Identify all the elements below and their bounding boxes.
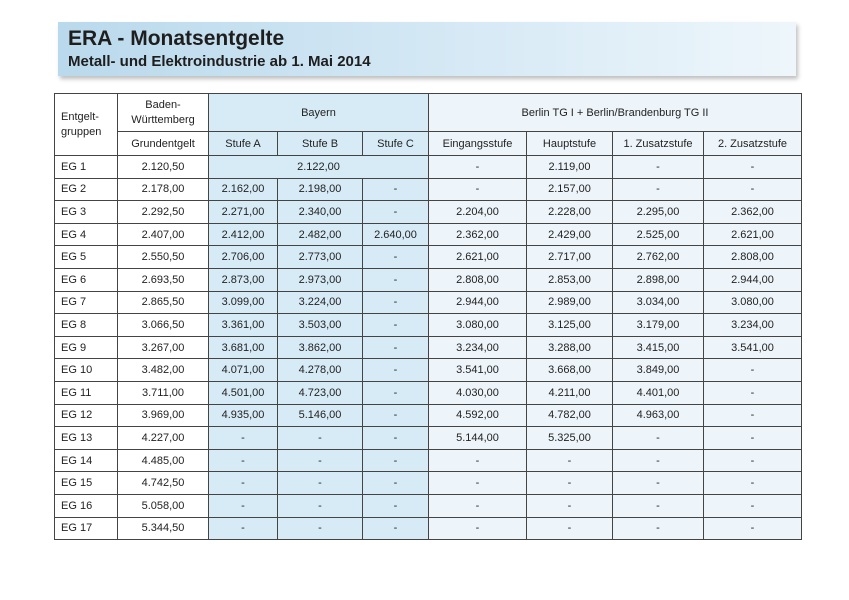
cell-berlin-2-zusatzstufe: 3.541,00 (704, 336, 802, 359)
cell-bayern-stufe-c: - (363, 494, 429, 517)
cell-berlin-1-zusatzstufe: 4.963,00 (613, 404, 704, 427)
table-row (55, 178, 802, 201)
cell-bayern-stufe-c: - (363, 427, 429, 450)
header-entgeltgruppen: Entgelt- gruppen (55, 94, 118, 156)
page-title: ERA - Monatsentgelte (68, 27, 285, 50)
subheader-grundentgelt: Grundentgelt (118, 132, 209, 156)
cell-berlin-1-zusatzstufe: 3.179,00 (613, 314, 704, 337)
cell-group: EG 3 (55, 201, 118, 224)
cell-bayern-stufe-a: - (209, 517, 278, 540)
cell-group: EG 16 (55, 494, 118, 517)
cell-bayern-stufe-b: 3.224,00 (278, 291, 363, 314)
cell-berlin-2-zusatzstufe: - (704, 178, 802, 201)
cell-berlin-hauptstufe: 5.325,00 (527, 427, 613, 450)
cell-berlin-1-zusatzstufe: 2.898,00 (613, 268, 704, 291)
cell-group: EG 7 (55, 291, 118, 314)
cell-berlin-1-zusatzstufe: 3.034,00 (613, 291, 704, 314)
cell-bayern-stufe-b: 3.503,00 (278, 314, 363, 337)
cell-berlin-eingangsstufe: - (429, 449, 527, 472)
cell-berlin-eingangsstufe: 5.144,00 (429, 427, 527, 450)
cell-bayern-stufe-b: 2.773,00 (278, 246, 363, 269)
cell-bw-grundentgelt: 4.742,50 (118, 472, 209, 495)
cell-berlin-eingangsstufe: 2.944,00 (429, 291, 527, 314)
cell-group: EG 15 (55, 472, 118, 495)
table-row (55, 268, 802, 291)
title-banner (58, 22, 796, 76)
cell-berlin-eingangsstufe: 4.030,00 (429, 381, 527, 404)
cell-berlin-hauptstufe: - (527, 472, 613, 495)
cell-berlin-2-zusatzstufe: - (704, 381, 802, 404)
table-row (55, 223, 802, 246)
cell-berlin-eingangsstufe: - (429, 156, 527, 179)
cell-berlin-hauptstufe: 2.119,00 (527, 156, 613, 179)
table-row (55, 359, 802, 382)
cell-group: EG 10 (55, 359, 118, 382)
subheader-eingangsstufe: Eingangsstufe (429, 132, 527, 156)
cell-berlin-eingangsstufe: 2.362,00 (429, 223, 527, 246)
cell-berlin-2-zusatzstufe: - (704, 449, 802, 472)
cell-berlin-hauptstufe: 2.853,00 (527, 268, 613, 291)
cell-berlin-eingangsstufe: 4.592,00 (429, 404, 527, 427)
cell-berlin-2-zusatzstufe: - (704, 156, 802, 179)
cell-group: EG 11 (55, 381, 118, 404)
cell-berlin-hauptstufe: 2.989,00 (527, 291, 613, 314)
cell-berlin-2-zusatzstufe: 2.621,00 (704, 223, 802, 246)
cell-bayern-stufe-b: 2.973,00 (278, 268, 363, 291)
cell-bayern-stufe-a: - (209, 472, 278, 495)
cell-berlin-eingangsstufe: - (429, 494, 527, 517)
cell-berlin-eingangsstufe: 3.541,00 (429, 359, 527, 382)
cell-bayern-stufe-c: - (363, 178, 429, 201)
subheader-hauptstufe: Hauptstufe (527, 132, 613, 156)
cell-berlin-2-zusatzstufe: - (704, 517, 802, 540)
cell-group: EG 14 (55, 449, 118, 472)
cell-bw-grundentgelt: 3.711,00 (118, 381, 209, 404)
cell-bw-grundentgelt: 5.058,00 (118, 494, 209, 517)
cell-bayern-stufe-a: 4.071,00 (209, 359, 278, 382)
subheader-stufe-c: Stufe C (363, 132, 429, 156)
cell-berlin-eingangsstufe: 2.621,00 (429, 246, 527, 269)
cell-bw-grundentgelt: 2.120,50 (118, 156, 209, 179)
cell-berlin-eingangsstufe: 3.234,00 (429, 336, 527, 359)
cell-berlin-eingangsstufe: 2.808,00 (429, 268, 527, 291)
cell-bayern-stufe-b: - (278, 449, 363, 472)
table-row (55, 156, 802, 179)
cell-berlin-hauptstufe: - (527, 494, 613, 517)
page-subtitle: Metall- und Elektroindustrie ab 1. Mai 2014 (68, 53, 371, 70)
cell-berlin-hauptstufe: 2.429,00 (527, 223, 613, 246)
cell-berlin-2-zusatzstufe: - (704, 359, 802, 382)
cell-berlin-hauptstufe: 4.782,00 (527, 404, 613, 427)
cell-bw-grundentgelt: 2.407,00 (118, 223, 209, 246)
cell-bayern-stufe-a: 3.099,00 (209, 291, 278, 314)
cell-berlin-eingangsstufe: - (429, 517, 527, 540)
cell-group: EG 5 (55, 246, 118, 269)
table-row (55, 201, 802, 224)
cell-berlin-2-zusatzstufe: - (704, 494, 802, 517)
cell-berlin-2-zusatzstufe: - (704, 404, 802, 427)
cell-berlin-hauptstufe: 2.228,00 (527, 201, 613, 224)
cell-bayern-stufe-a: 4.935,00 (209, 404, 278, 427)
cell-berlin-hauptstufe: 3.125,00 (527, 314, 613, 337)
cell-bayern-stufe-a: 2.162,00 (209, 178, 278, 201)
subheader-stufe-b: Stufe B (278, 132, 363, 156)
table-row (55, 314, 802, 337)
cell-bw-grundentgelt: 2.865,50 (118, 291, 209, 314)
cell-bayern-stufe-b: - (278, 472, 363, 495)
cell-berlin-1-zusatzstufe: - (613, 449, 704, 472)
cell-berlin-hauptstufe: 2.157,00 (527, 178, 613, 201)
cell-berlin-hauptstufe: - (527, 449, 613, 472)
cell-bayern-stufe-a: 2.412,00 (209, 223, 278, 246)
cell-bayern-stufe-a: 3.681,00 (209, 336, 278, 359)
table-row (55, 427, 802, 450)
cell-bayern-stufe-a: 3.361,00 (209, 314, 278, 337)
cell-bayern-stufe-a: 4.501,00 (209, 381, 278, 404)
cell-bayern-stufe-c: - (363, 246, 429, 269)
cell-berlin-1-zusatzstufe: - (613, 472, 704, 495)
cell-bayern-stufe-b: - (278, 494, 363, 517)
cell-berlin-hauptstufe: 3.288,00 (527, 336, 613, 359)
cell-berlin-hauptstufe: 4.211,00 (527, 381, 613, 404)
cell-berlin-1-zusatzstufe: 3.415,00 (613, 336, 704, 359)
cell-berlin-hauptstufe: - (527, 517, 613, 540)
cell-berlin-2-zusatzstufe: - (704, 427, 802, 450)
cell-berlin-2-zusatzstufe: 3.234,00 (704, 314, 802, 337)
cell-bayern-stufe-b: 4.723,00 (278, 381, 363, 404)
table-row (55, 494, 802, 517)
cell-bayern-stufe-c: - (363, 359, 429, 382)
cell-berlin-1-zusatzstufe: 2.762,00 (613, 246, 704, 269)
cell-bayern-stufe-b: - (278, 427, 363, 450)
cell-bayern-stufe-c: - (363, 201, 429, 224)
cell-bayern-stufe-a: - (209, 449, 278, 472)
cell-bw-grundentgelt: 4.227,00 (118, 427, 209, 450)
cell-berlin-eingangsstufe: 3.080,00 (429, 314, 527, 337)
table-row (55, 246, 802, 269)
table-body (55, 156, 802, 540)
cell-bayern-stufe-c: - (363, 291, 429, 314)
cell-bayern-stufe-b: 2.482,00 (278, 223, 363, 246)
subheader-stufe-a: Stufe A (209, 132, 278, 156)
cell-berlin-1-zusatzstufe: - (613, 427, 704, 450)
subheader-1-zusatzstufe: 1. Zusatzstufe (613, 132, 704, 156)
cell-bayern-stufe-c: - (363, 449, 429, 472)
cell-bw-grundentgelt: 2.178,00 (118, 178, 209, 201)
cell-bw-grundentgelt: 3.969,00 (118, 404, 209, 427)
cell-group: EG 17 (55, 517, 118, 540)
cell-bayern-merged: 2.122,00 (209, 156, 429, 179)
cell-group: EG 9 (55, 336, 118, 359)
cell-bayern-stufe-a: 2.706,00 (209, 246, 278, 269)
cell-berlin-1-zusatzstufe: 2.525,00 (613, 223, 704, 246)
cell-group: EG 8 (55, 314, 118, 337)
cell-bayern-stufe-c: - (363, 404, 429, 427)
cell-bayern-stufe-a: 2.271,00 (209, 201, 278, 224)
cell-berlin-1-zusatzstufe: - (613, 156, 704, 179)
cell-bayern-stufe-b: 5.146,00 (278, 404, 363, 427)
header-baden-wuerttemberg: Baden- Württemberg (118, 94, 209, 132)
cell-bayern-stufe-c: - (363, 381, 429, 404)
cell-berlin-eingangsstufe: 2.204,00 (429, 201, 527, 224)
cell-bayern-stufe-a: - (209, 494, 278, 517)
cell-group: EG 12 (55, 404, 118, 427)
cell-bayern-stufe-c: 2.640,00 (363, 223, 429, 246)
cell-group: EG 6 (55, 268, 118, 291)
cell-berlin-1-zusatzstufe: - (613, 178, 704, 201)
cell-berlin-eingangsstufe: - (429, 178, 527, 201)
cell-berlin-1-zusatzstufe: 2.295,00 (613, 201, 704, 224)
cell-group: EG 1 (55, 156, 118, 179)
cell-berlin-1-zusatzstufe: - (613, 494, 704, 517)
cell-berlin-2-zusatzstufe: 2.808,00 (704, 246, 802, 269)
table-row (55, 381, 802, 404)
cell-berlin-1-zusatzstufe: 3.849,00 (613, 359, 704, 382)
table-row (55, 472, 802, 495)
cell-berlin-1-zusatzstufe: - (613, 517, 704, 540)
header-bayern: Bayern (209, 94, 429, 132)
cell-bayern-stufe-a: 2.873,00 (209, 268, 278, 291)
cell-bw-grundentgelt: 5.344,50 (118, 517, 209, 540)
cell-bayern-stufe-c: - (363, 314, 429, 337)
cell-bayern-stufe-c: - (363, 517, 429, 540)
cell-berlin-2-zusatzstufe: 3.080,00 (704, 291, 802, 314)
cell-bayern-stufe-b: 3.862,00 (278, 336, 363, 359)
cell-berlin-hauptstufe: 2.717,00 (527, 246, 613, 269)
cell-bayern-stufe-c: - (363, 336, 429, 359)
cell-bayern-stufe-c: - (363, 472, 429, 495)
cell-berlin-2-zusatzstufe: 2.944,00 (704, 268, 802, 291)
cell-bayern-stufe-b: - (278, 517, 363, 540)
table-row (55, 404, 802, 427)
cell-berlin-2-zusatzstufe: - (704, 472, 802, 495)
cell-berlin-eingangsstufe: - (429, 472, 527, 495)
cell-bw-grundentgelt: 4.485,00 (118, 449, 209, 472)
cell-group: EG 2 (55, 178, 118, 201)
cell-bw-grundentgelt: 3.267,00 (118, 336, 209, 359)
cell-berlin-1-zusatzstufe: 4.401,00 (613, 381, 704, 404)
cell-group: EG 4 (55, 223, 118, 246)
cell-bayern-stufe-b: 4.278,00 (278, 359, 363, 382)
subheader-2-zusatzstufe: 2. Zusatzstufe (704, 132, 802, 156)
salary-table (54, 93, 802, 540)
cell-bayern-stufe-a: - (209, 427, 278, 450)
table-row (55, 336, 802, 359)
cell-bayern-stufe-b: 2.340,00 (278, 201, 363, 224)
cell-bw-grundentgelt: 2.693,50 (118, 268, 209, 291)
cell-bw-grundentgelt: 3.066,50 (118, 314, 209, 337)
cell-bayern-stufe-c: - (363, 268, 429, 291)
cell-berlin-hauptstufe: 3.668,00 (527, 359, 613, 382)
cell-bw-grundentgelt: 3.482,00 (118, 359, 209, 382)
cell-bw-grundentgelt: 2.550,50 (118, 246, 209, 269)
table-row (55, 291, 802, 314)
cell-berlin-2-zusatzstufe: 2.362,00 (704, 201, 802, 224)
cell-group: EG 13 (55, 427, 118, 450)
table-row (55, 517, 802, 540)
cell-bw-grundentgelt: 2.292,50 (118, 201, 209, 224)
header-berlin: Berlin TG I + Berlin/Brandenburg TG II (429, 94, 802, 132)
table-row (55, 449, 802, 472)
cell-bayern-stufe-b: 2.198,00 (278, 178, 363, 201)
